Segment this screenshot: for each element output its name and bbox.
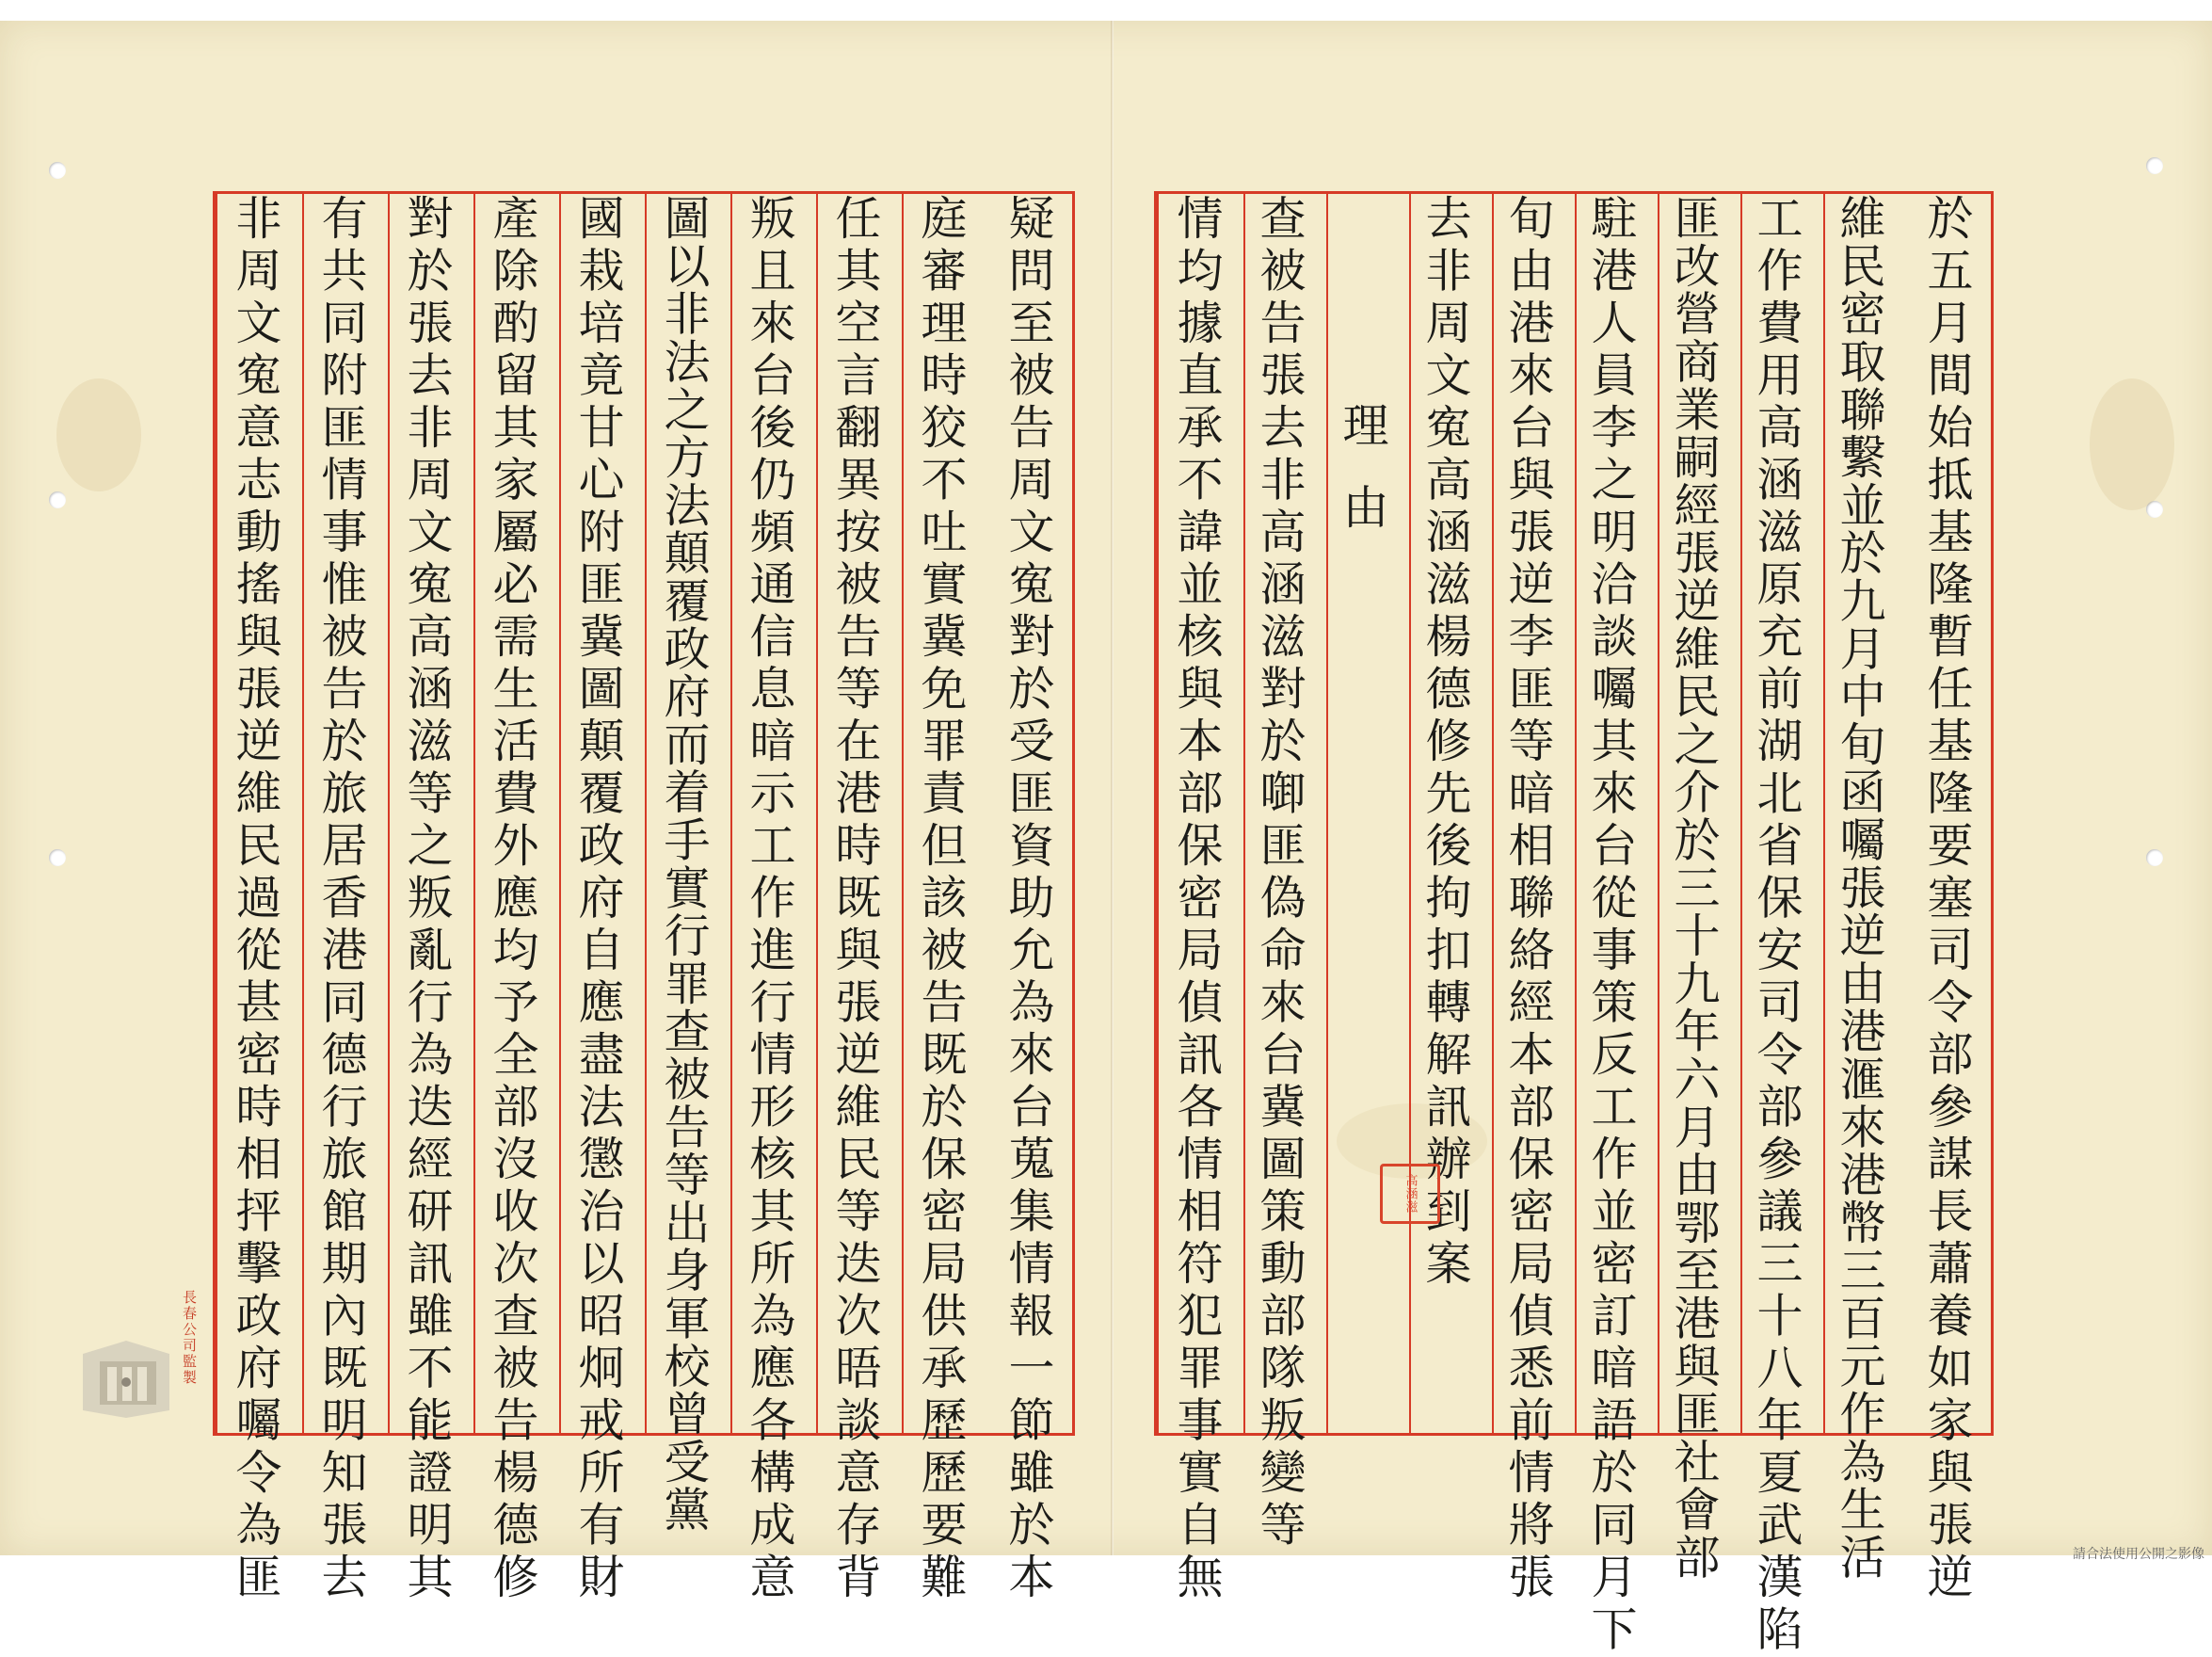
- text-column: [559, 194, 645, 1605]
- column-text: 匪改營商業嗣經張逆維民之介於三十九年六月由鄂至港與匪社會部: [1667, 194, 1721, 1582]
- seal-text: 高涵滋: [1403, 1174, 1418, 1214]
- column-text: 庭審理時狡不吐實冀免罪責但該被告既於保密局供承歷歷要難: [914, 194, 968, 1605]
- column-text: 情均據直承不諱並核與本部保密局偵訊各情相符犯罪事實自無: [1170, 194, 1224, 1605]
- binding-hole: [2146, 849, 2163, 866]
- text-column: [1157, 194, 1243, 1605]
- text-column: [645, 194, 730, 1534]
- text-column: [816, 194, 902, 1605]
- text-column: [1575, 194, 1658, 1657]
- column-text: 非周文寃意志動搖與張逆維民過從甚密時相抨擊政府囑令為匪: [229, 194, 282, 1605]
- column-text: 去非周文寃高涵滋楊德修先後拘扣轉解訊辦到案: [1419, 194, 1472, 1292]
- column-text: 於五月間始抵基隆暫任基隆要塞司令部參謀長蕭養如家與張逆: [1920, 194, 1974, 1605]
- paper-stain: [2090, 378, 2174, 510]
- center-fold: [1111, 21, 1114, 1555]
- text-column: [902, 194, 987, 1605]
- column-text: 圖以非法之方法顛覆政府而着手實行罪查被告等出身軍校曾受黨: [657, 194, 711, 1534]
- usage-notice: 請合法使用公開之影像: [2073, 1547, 2204, 1562]
- column-text: 疑問至被告周文寃對於受匪資助允為來台蒐集情報一節雖於本: [1002, 194, 1055, 1605]
- archive-book-logo-icon: [79, 1335, 177, 1420]
- text-column: [1409, 194, 1492, 1433]
- paper-stain: [56, 378, 141, 491]
- text-column: [1906, 194, 1994, 1605]
- binding-hole: [49, 849, 66, 866]
- column-text: 旬由港來台與張逆李匪等暗相聯絡經本部保密局偵悉前情將張: [1501, 194, 1555, 1605]
- column-text: 駐港人員李之明洽談囑其來台從事策反工作並密訂暗語於同月下: [1584, 194, 1638, 1657]
- text-column: [1658, 194, 1740, 1582]
- text-column: [1243, 194, 1326, 1552]
- text-column: [1492, 194, 1575, 1605]
- text-column: [216, 194, 302, 1605]
- section-heading-column: [1326, 194, 1409, 1433]
- text-column: [1740, 194, 1823, 1657]
- column-text: 維民密取聯繫並於九月中旬函囑張逆由港滙來港幣三百元作為生活: [1833, 194, 1886, 1582]
- binding-hole: [49, 491, 66, 508]
- column-text: 查被告張去非高涵滋對於啣匪偽命來台冀圖策動部隊叛變等: [1253, 194, 1306, 1552]
- column-text: 任其空言翻異按被告等在港時既與張逆維民等迭次晤談意存背: [828, 194, 882, 1605]
- paper-maker-mark: 長春公司監製: [181, 1290, 198, 1386]
- column-text: 對於張去非周文寃高涵滋等之叛亂行為迭經研訊雖不能證明其: [400, 194, 454, 1605]
- column-text: 產除酌留其家屬必需生活費外應均予全部沒收次查被告楊德修: [486, 194, 539, 1605]
- text-column: [1823, 194, 1906, 1582]
- text-column: [473, 194, 559, 1605]
- text-column: [388, 194, 473, 1605]
- binding-hole: [2146, 157, 2163, 174]
- column-text: 有共同附匪情事惟被告於旅居香港同德行旅館期內既明知張去: [314, 194, 368, 1605]
- left-page-text-panel: [213, 191, 1075, 1605]
- section-heading: 理由: [1336, 401, 1389, 565]
- text-column: [730, 194, 816, 1605]
- column-text: 國栽培竟甘心附匪冀圖顛覆政府自應盡法懲治以昭炯戒所有財: [571, 194, 625, 1605]
- red-seal-stamp-icon: [1380, 1164, 1440, 1224]
- column-text: 工作費用高涵滋原充前湖北省保安司令部參議三十八年夏武漢陷: [1750, 194, 1803, 1657]
- text-column: [987, 194, 1075, 1605]
- text-column: [302, 194, 388, 1605]
- column-text: 叛且來台後仍頻通信息暗示工作進行情形核其所為應各構成意: [743, 194, 796, 1605]
- right-page-text-panel: [1154, 191, 1994, 1657]
- binding-hole: [49, 162, 66, 179]
